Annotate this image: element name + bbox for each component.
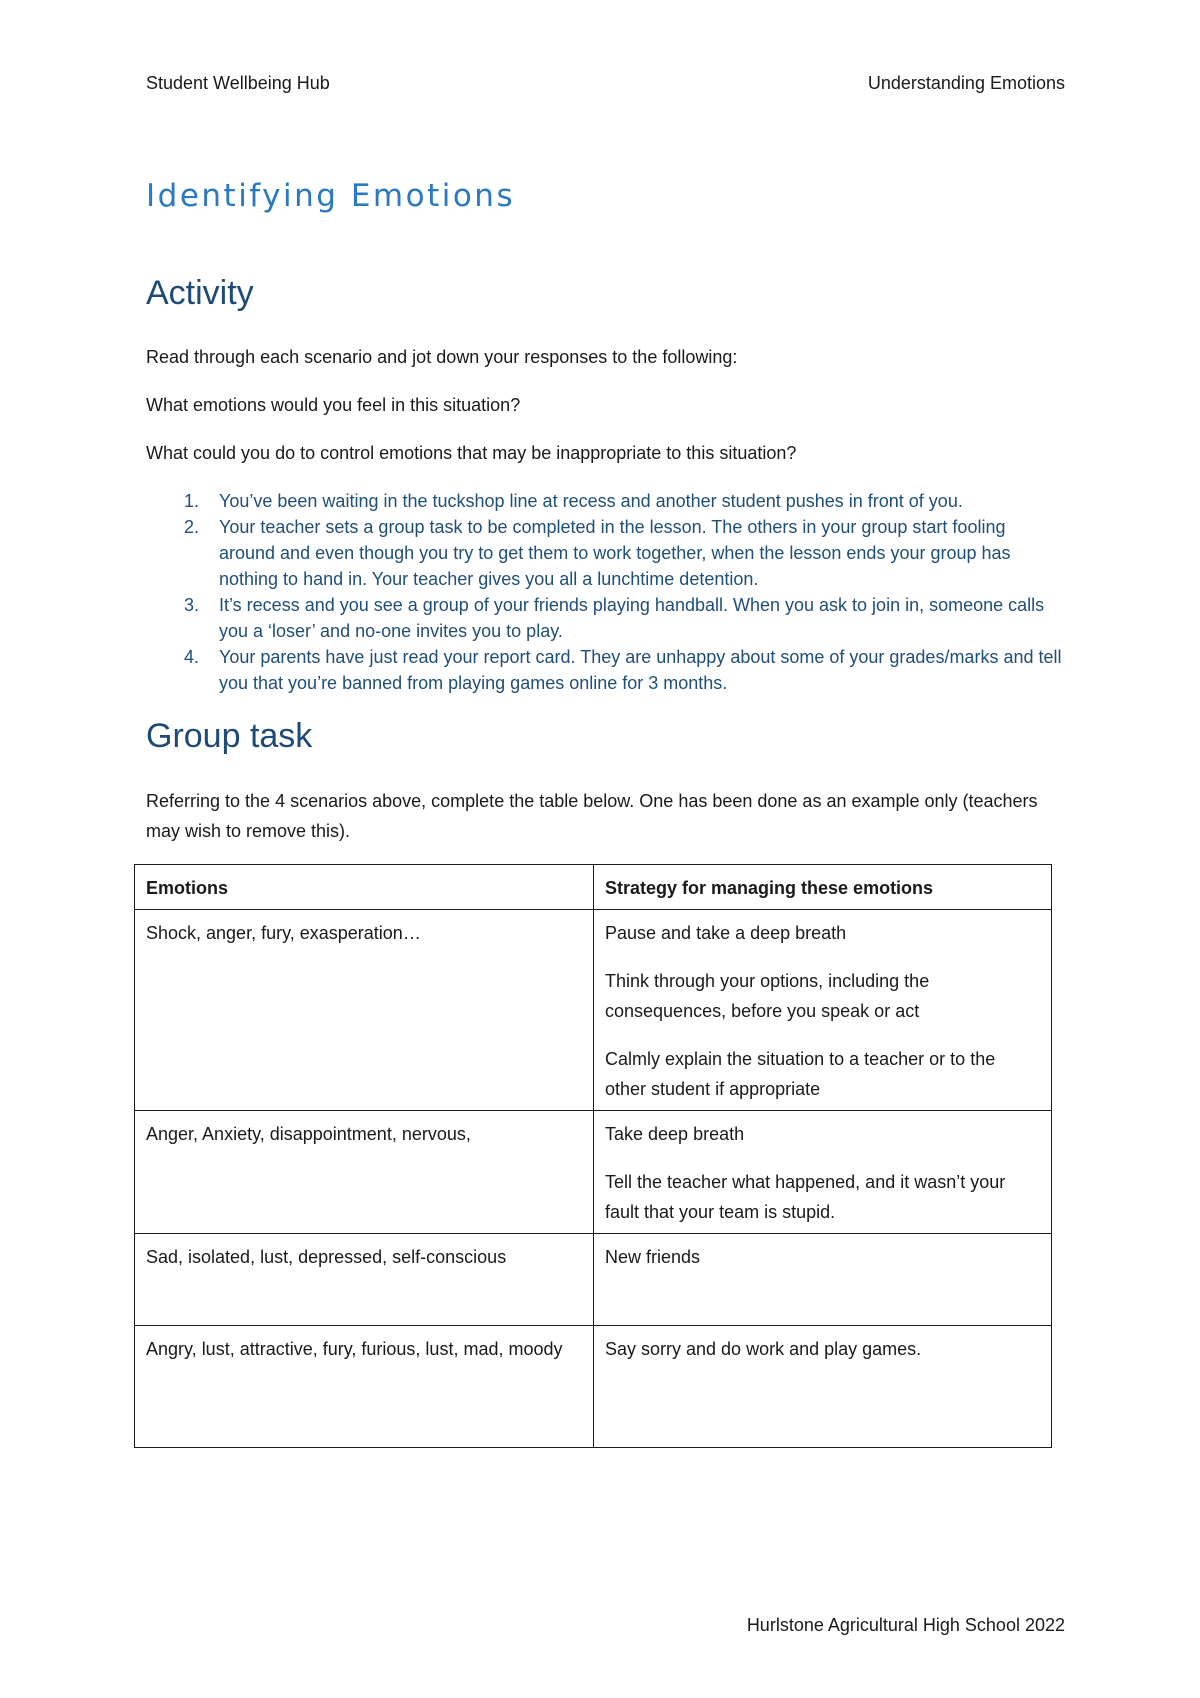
footer-text: Hurlstone Agricultural High School 2022 xyxy=(746,1615,1065,1635)
strategy-line: Take deep breath xyxy=(605,1124,745,1144)
scenario-text: Your teacher sets a group task to be completed in the lesson. The others in your group start fooling around and even though you try to get them to work together, when the lesson ends your group has nothing to hand in. Your teacher gives you all a lunchtime detention. xyxy=(219,517,1011,589)
table-row xyxy=(135,1326,1052,1448)
scenario-item xyxy=(146,592,1066,644)
strategy-cell xyxy=(594,1234,1052,1326)
scenario-item xyxy=(146,644,1066,696)
scenario-text: Your parents have just read your report card. They are unhappy about some of your grades/marks and tell you that you’re banned from playing games online for 3 months. xyxy=(219,647,1062,693)
scenario-item xyxy=(146,514,1066,592)
column-header-emotions: Emotions xyxy=(135,865,594,910)
table-row xyxy=(135,910,1052,1111)
scenario-text: You’ve been waiting in the tuckshop line at recess and another student pushes in front of you. xyxy=(219,491,963,511)
scenario-number: 3. xyxy=(184,595,200,615)
emotions-cell: Sad, isolated, lust, depressed, self-conscious xyxy=(135,1234,594,1326)
group-task-heading: Group task xyxy=(146,717,313,755)
group-task-intro: Referring to the 4 scenarios above, complete the table below. One has been done as an example only (teachers may wish to remove this). xyxy=(146,791,1038,841)
column-header-strategy: Strategy for managing these emotions xyxy=(594,865,1052,910)
emotions-cell: Anger, Anxiety, disappointment, nervous, xyxy=(135,1111,594,1234)
table-row xyxy=(135,1234,1052,1326)
strategy-cell xyxy=(594,1326,1052,1448)
scenario-text: It’s recess and you see a group of your friends playing handball. When you ask to join in, someone calls you a ‘loser’ and no-one invites you to play. xyxy=(219,595,1045,641)
strategy-line: New friends xyxy=(605,1247,701,1267)
table-header-row xyxy=(135,865,1052,910)
emotions-cell: Shock, anger, fury, exasperation… xyxy=(135,910,594,1111)
header-left: Student Wellbeing Hub xyxy=(146,73,330,93)
emotions-cell: Angry, lust, attractive, fury, furious, lust, mad, moody xyxy=(135,1326,594,1448)
strategy-line: Pause and take a deep breath xyxy=(605,923,847,943)
scenario-list xyxy=(146,488,1066,696)
emotions-strategy-table xyxy=(134,864,1052,1448)
scenario-number: 4. xyxy=(184,647,200,667)
strategy-line: Tell the teacher what happened, and it wasn’t your fault that your team is stupid. xyxy=(605,1172,1006,1222)
scenario-item xyxy=(146,488,1066,514)
activity-question-2: What could you do to control emotions that may be inappropriate to this situation? xyxy=(146,443,797,463)
table-row xyxy=(135,1111,1052,1234)
activity-question-1: What emotions would you feel in this situation? xyxy=(146,395,521,415)
header-right: Understanding Emotions xyxy=(867,73,1065,93)
activity-intro: Read through each scenario and jot down your responses to the following: xyxy=(146,347,738,367)
scenario-number: 2. xyxy=(184,517,200,537)
strategy-line: Think through your options, including the consequences, before you speak or act xyxy=(605,971,930,1021)
document-title: Identifying Emotions xyxy=(146,178,516,214)
strategy-cell xyxy=(594,1111,1052,1234)
activity-heading: Activity xyxy=(146,274,254,312)
strategy-cell xyxy=(594,910,1052,1111)
strategy-line: Calmly explain the situation to a teacher or to the other student if appropriate xyxy=(605,1049,996,1099)
scenario-number: 1. xyxy=(184,491,200,511)
strategy-line: Say sorry and do work and play games. xyxy=(605,1339,922,1359)
